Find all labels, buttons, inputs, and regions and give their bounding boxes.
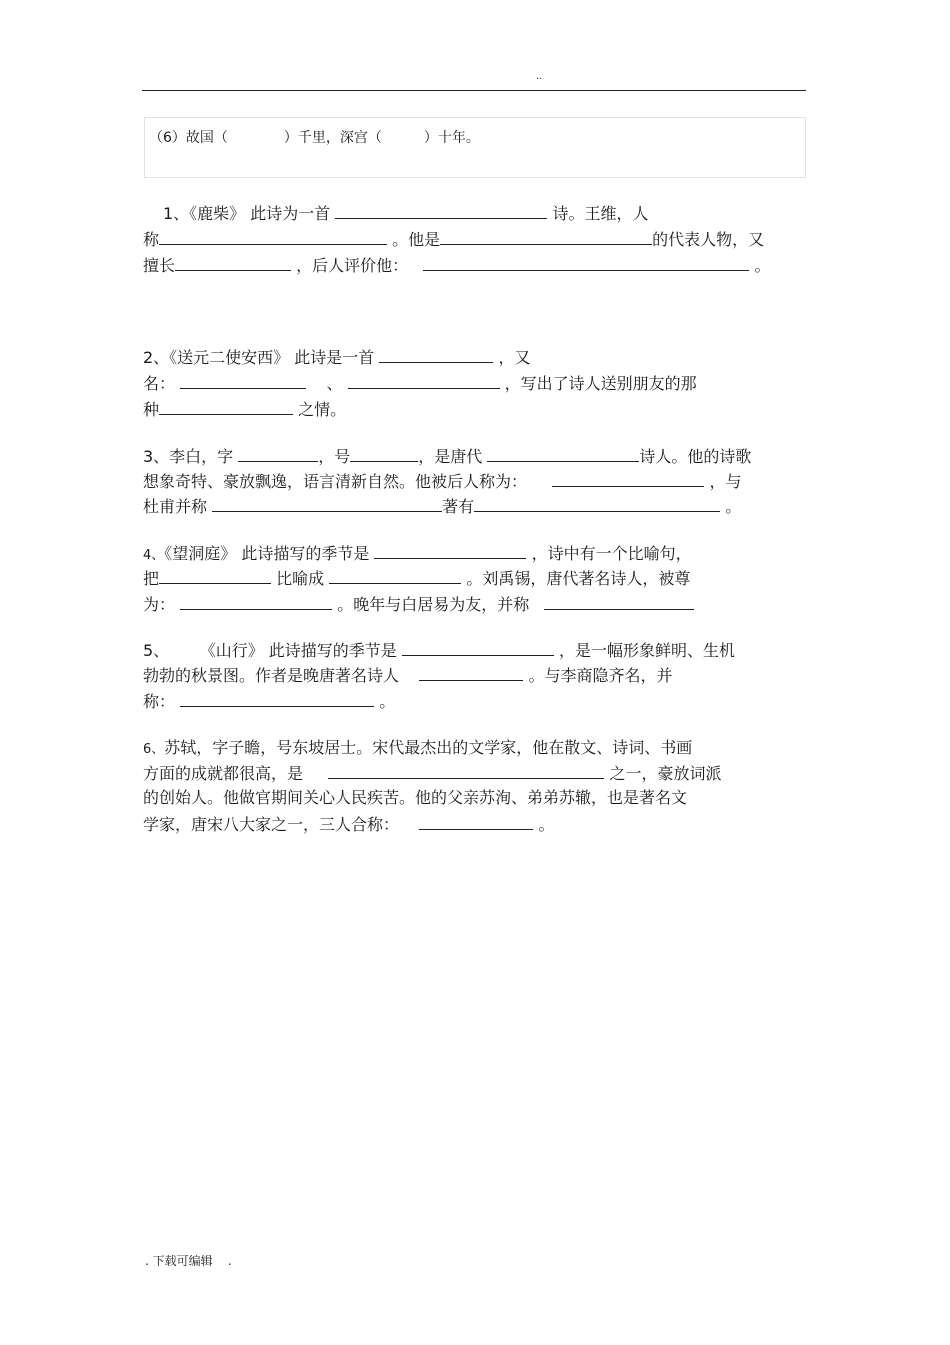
q1-line-1 [163,203,648,224]
q4-line-1 [143,543,692,566]
footer-note: . 下载可编辑 . [145,1254,232,1268]
answer-blank[interactable] [440,229,652,245]
q3-text: 想象奇特、豪放飘逸，语言清新自然。他被后人称为： [143,472,528,491]
answer-blank[interactable] [423,255,749,271]
q3-line-3 [143,496,741,517]
q5-text: 勃勃的秋景图。作者是晚唐著名诗人 [143,666,400,685]
q6-line-3 [143,788,687,808]
q5-text: 。 [379,692,396,711]
q1-text: ，后人评价他： [296,256,409,275]
question-6-line [149,127,480,147]
q5-line-3 [143,691,395,712]
answer-blank[interactable] [348,373,500,389]
q1-text: 的代表人物，又 [652,230,765,249]
header-dots: .. [536,71,543,82]
q2-text: 、 [326,374,343,393]
q4-text: 《望洞庭》 此诗描写的季节是 [164,544,370,563]
q4-text: 比喻成 [276,569,325,588]
q4-number: 4、 [143,548,165,563]
q2-line-1 [143,347,530,368]
q1-line-3 [143,255,771,276]
box-suffix: ）十年。 [423,130,480,146]
answer-blank[interactable] [552,471,704,487]
q3-text: 著有 [442,497,475,516]
q2-text: 名： [143,374,176,393]
q3-text: 3、李白，字 [143,447,234,466]
answer-blank[interactable] [474,496,720,512]
q2-text: ，写出了诗人送别朋友的那 [504,374,697,393]
previous-question-box [144,117,806,178]
q6-text: 。 [538,815,555,834]
q4-text: 把 [143,569,160,588]
q1-text: 诗。王维，人 [552,204,649,223]
q3-text: ，与 [709,472,742,491]
q6-text: 苏轼，字子瞻，号东坡居士。宋代最杰出的文学家，他在散文、诗词、书画 [164,738,693,757]
q2-text: ，又 [498,348,531,367]
q2-text: 2、《送元二使安西》 此诗是一首 [143,348,375,367]
q1-text: 称 [143,230,160,249]
box-mid: ）千里，深宫（ [283,130,382,146]
q1-text: 。他是 [392,230,441,249]
q4-line-2 [143,568,690,589]
answer-blank[interactable] [374,543,526,559]
q1-text: 1、《鹿柴》 此诗为一首 [163,204,331,223]
answer-blank[interactable] [382,127,424,142]
q5-text: 《山行》 此诗描写的季节是 [199,641,397,660]
answer-blank[interactable] [329,568,461,584]
q6-line-4 [143,814,554,835]
q6-text: 的创始人。他做官期间关心人民疾苦。他的父亲苏洵、弟弟苏辙，也是著名文 [143,788,688,807]
q5-text: ，是一幅形象鲜明、生机 [558,641,735,660]
q5-line-1 [143,640,735,661]
q6-number: 6、 [143,742,165,757]
q5-text: 5、 [143,641,170,660]
q2-text: 之情。 [298,400,347,419]
answer-blank[interactable] [159,568,271,584]
header-rule [142,90,806,91]
answer-blank[interactable] [180,691,374,707]
answer-blank[interactable] [328,763,604,779]
answer-blank[interactable] [212,496,442,512]
answer-blank[interactable] [175,255,291,271]
answer-blank[interactable] [544,594,694,610]
q5-text: 称： [143,692,176,711]
q4-text: 为： [143,595,176,614]
q2-line-3 [143,399,346,420]
q3-text: ，号 [318,447,351,466]
q4-text: 。晚年与白居易为友，并称 [337,595,530,614]
q5-text: 。与李商隐齐名，并 [528,666,673,685]
q6-text: 学家，唐宋八大家之一，三人合称： [143,815,400,834]
q6-text: 方面的成就都很高，是 [143,764,304,783]
q4-text: ，诗中有一个比喻句， [531,544,692,563]
answer-blank[interactable] [159,399,293,415]
q3-line-2 [143,471,742,492]
q3-text: 杜甫并称 [143,497,208,516]
q3-line-1 [143,446,751,467]
q2-text: 种 [143,400,160,419]
q6-text: 之一，豪放词派 [609,764,722,783]
answer-blank[interactable] [159,229,387,245]
answer-blank[interactable] [180,373,306,389]
q4-line-3 [143,594,694,615]
answer-blank[interactable] [350,446,418,462]
q5-line-2 [143,665,672,686]
q1-line-2 [143,229,764,250]
q4-text: 。刘禹锡，唐代著名诗人，被尊 [466,569,691,588]
q1-text: 擅长 [143,256,176,275]
q3-text: 。 [725,497,742,516]
answer-blank[interactable] [402,640,554,656]
answer-blank[interactable] [180,594,332,610]
answer-blank[interactable] [335,203,547,219]
q6-line-2 [143,763,722,784]
answer-blank[interactable] [228,127,284,142]
box-prefix: （6）故国（ [149,130,228,146]
answer-blank[interactable] [487,446,639,462]
q1-text: 。 [754,256,771,275]
answer-blank[interactable] [419,665,523,681]
answer-blank[interactable] [238,446,318,462]
q6-line-1 [143,738,692,760]
answer-blank[interactable] [379,347,493,363]
q3-text: 诗人。他的诗歌 [639,447,752,466]
q3-text: ，是唐代 [418,447,483,466]
q2-line-2 [143,373,697,394]
answer-blank[interactable] [419,814,533,830]
